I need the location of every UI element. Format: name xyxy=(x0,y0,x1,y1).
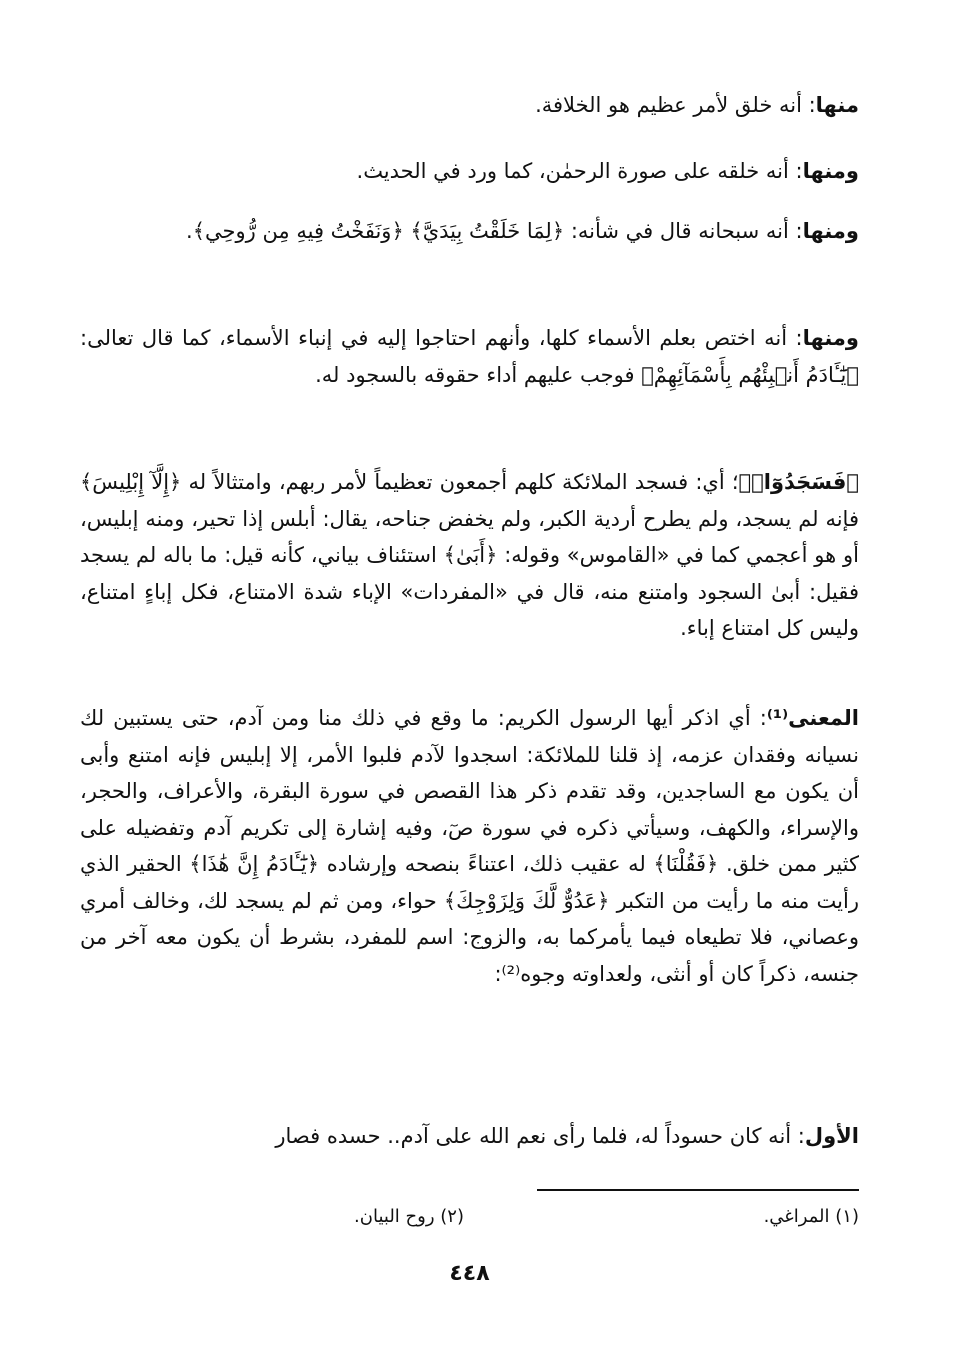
paragraph-1 xyxy=(80,87,859,124)
page-number: ٤٤٨ xyxy=(449,1261,490,1286)
footnote-number: (١) xyxy=(835,1206,859,1227)
paragraph-text: : أنه كان حسوداً له، فلما رأى نعم الله على آدم.. حسده فصار xyxy=(275,1124,805,1148)
footnote-divider xyxy=(537,1189,859,1191)
footnote-text: روح البيان. xyxy=(354,1206,435,1227)
paragraph-text: ؛ أي: فسجد الملائكة كلهم أجمعون تعظيماً لأمر ربهم، وامتثالاً له ﴿إِلَّآ إِبْلِيسَ﴾ فإنه لم يسجد، ولم يطرح أردية الكبر، ولم يخفض جناحه، يقال: أبلس إذا تحير، ومنه إبليس، أو هو أعجمي كما في «القاموس» وقوله: ﴿أَبَىٰ﴾ استئناف بياني، كأنه قيل: ما باله لم يسجد فقيل: أبىٰ السجود وامتنع منه، قال في «المفردات» الإباء شدة الامتناع، فكل إباءٍ امتناع، وليس كل امتناع إباء. xyxy=(80,470,859,640)
document-page xyxy=(80,0,859,1363)
paragraph-3 xyxy=(80,213,859,250)
paragraph-lead: ومنها xyxy=(802,159,859,183)
paragraph-5 xyxy=(80,464,859,647)
paragraph-7 xyxy=(80,1118,859,1155)
paragraph-text: : أي اذكر أيها الرسول الكريم: ما وقع في ذلك منا ومن آدم، حتى يستبين لك نسيانه وفقدان عزمه، إذ قلنا للملائكة: اسجدوا لآدم فلبوا الأمر، إلا إبليس فإنه امتنع وأبى أن يكون مع الساجدين، وقد تقدم ذكر هذا القصص في سورة البقرة، والأعراف، والحجر، والإسراء، والكهف، وسيأتي ذكره في سورة صٓ، وفيه إشارة إلى تكريم آدم وتفضيله على كثير ممن خلق. ﴿فَقُلْنَا﴾ له عقيب ذلك، اعتناءً بنصحه وإرشاده ﴿يَٰٓـَٔادَمُ إِنَّ هَٰذَا﴾ الحقير الذي رأيت منه ما رأيت من التكبر ﴿عَدُوٌّ لَّكَ وَلِزَوْجِكَ﴾ حواء، ومن ثم لم يسجد لك، وخالف أمري وعصاني، فلا تطيعاه فيما يأمركما به، والزوج: اسم للمفرد، بشرط أن يكون معه آخر من جنسه، ذكراً كان أو أنثى، ولعداوته وجوه⁽²⁾: xyxy=(80,706,859,986)
paragraph-lead: منها xyxy=(815,93,859,117)
paragraph-text: : أنه اختص بعلم الأسماء كلها، وأنهم احتاجوا إليه في إنباء الأسماء، كما قال تعالى: ﴿يَٰٓـَٔادَمُ أَنۢبِئْهُم بِأَسْمَآئِهِمْ﴾ فوجب عليهم أداء حقوقه بالسجود له. xyxy=(80,326,859,387)
footnote-number: (٢) xyxy=(440,1206,464,1227)
paragraph-2 xyxy=(80,153,859,190)
paragraph-lead: المعنى⁽¹⁾ xyxy=(766,706,859,730)
footnote-text: المراغي. xyxy=(763,1206,830,1227)
paragraph-4 xyxy=(80,320,859,393)
paragraph-lead: ومنها xyxy=(802,219,859,243)
footnote-1 xyxy=(764,1203,859,1231)
paragraph-6 xyxy=(80,700,859,992)
paragraph-lead: ومنها xyxy=(802,326,859,350)
footnote-2 xyxy=(354,1203,464,1231)
paragraph-text: : أنه سبحانه قال في شأنه: ﴿لِمَا خَلَقْتُ بِيَدَيَّ﴾ ﴿وَنَفَخْتُ فِيهِ مِن رُّوحِي﴾. xyxy=(186,219,803,243)
paragraph-text: : أنه خلق لأمر عظيم هو الخلافة. xyxy=(535,93,816,117)
paragraph-lead: الأول xyxy=(804,1124,859,1148)
paragraph-text: : أنه خلقه على صورة الرحمٰن، كما ورد في الحديث. xyxy=(356,159,803,183)
paragraph-lead: ﴿فَسَجَدُوٓا۟﴾ xyxy=(738,470,859,494)
